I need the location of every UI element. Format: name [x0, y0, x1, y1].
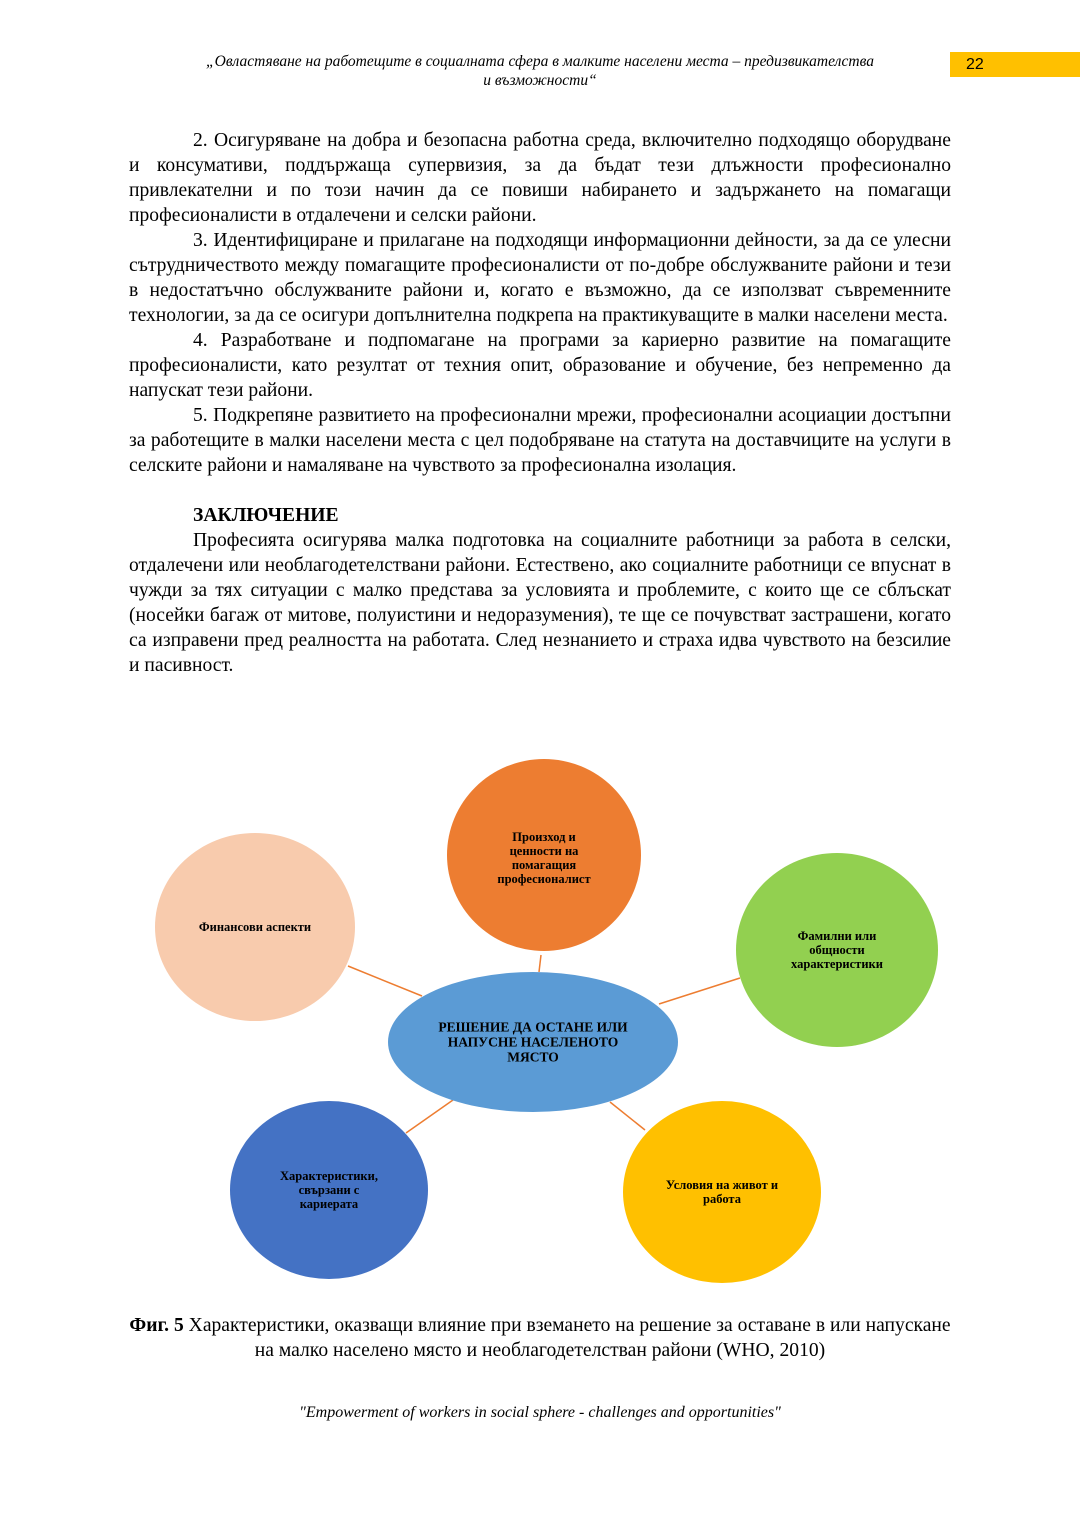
node-financial-label: Финансови аспекти [198, 920, 312, 934]
node-career-label: Характеристики, свързани с кариерата [280, 1169, 378, 1211]
paragraph-item-5: 5. Подкрепяне развитието на професионални мрежи, професионални асоциации достъпни за работещите в малки населени места с цел подобряване на статута на доставчиците на услуги в селските райони и намаляване на чувството за професионална изолация. [129, 405, 951, 476]
page-number: 22 [950, 52, 1080, 77]
header-title-line2: и възможности“ [483, 72, 597, 89]
figure-caption-label: Фиг. 5 [129, 1315, 184, 1336]
figure-caption [129, 1313, 951, 1363]
running-header [140, 52, 940, 90]
connector-family [659, 978, 740, 1004]
running-footer: "Empowerment of workers in social sphere - challenges and opportunities" [299, 1404, 781, 1421]
conclusion-heading: ЗАКЛЮЧЕНИЕ [193, 505, 339, 526]
connector-career [406, 1100, 453, 1133]
paragraph-item-4: 4. Разработване и подпомагане на програми за кариерно развитие на помагащите професионалисти, като резултат от техния опит, образование и обучение, без непременно да напускат тези райони. [129, 330, 951, 401]
figure-caption-text: Характеристики, оказващи влияние при вземането на решение за оставане в или напускане на малко населено място и необлагодетелстван райони (WHO, 2010) [183, 1315, 951, 1361]
influence-diagram [140, 752, 950, 1297]
connector-origin [539, 955, 541, 972]
header-title-line1: „Овластяване на работещите в социалната сфера в малките населени места – предизвикателства [206, 53, 874, 70]
connector-living [610, 1102, 645, 1130]
connector-financial [348, 966, 422, 996]
body-text [129, 128, 951, 678]
node-center-label: РЕШЕНИЕ ДА ОСТАНЕ ИЛИ НАПУСНЕ НАСЕЛЕНОТО МЯСТО [438, 1019, 628, 1065]
node-living-label: Условия на живот и работа [665, 1178, 779, 1206]
conclusion-paragraph: Професията осигурява малка подготовка на социалните работници за работа в селски, отдалечени или необлагодетелствани райони. Естествено, ако социалните работници се впуснат в чужди за тях ситуации с малко представа за условията и проблемите, с които ще се сблъскат (носейки багаж от митове, полуистини и недоразумения), те ще се почувстват застрашени, когато са изправени пред реалността на работата. След незнанието и страха идва чувството на безсилие и пасивност. [129, 530, 951, 676]
paragraph-item-2: 2. Осигуряване на добра и безопасна работна среда, включително подходящо оборудване и консумативи, поддържаща супервизия, за да бъдат тези длъжности професионално привлекателни и по този начин да се повиши набирането и задържането на помагащи професионалисти в отдалечени и селски райони. [129, 130, 951, 226]
node-family-label: Фамилни или общности характеристики [791, 929, 883, 971]
paragraph-item-3: 3. Идентифициране и прилагане на подходящи информационни дейности, за да се улесни сътрудничеството между помагащите професионалисти от по-добре обслужваните райони и тези в недостатъчно обслужваните райони и, когато е възможно, да се използват съвременните технологии, за да се осигури допълнителна подкрепа на практикуващите в малки населени места. [129, 230, 951, 326]
node-origin-label: Произход и ценности на помагащия професионалист [497, 830, 591, 886]
